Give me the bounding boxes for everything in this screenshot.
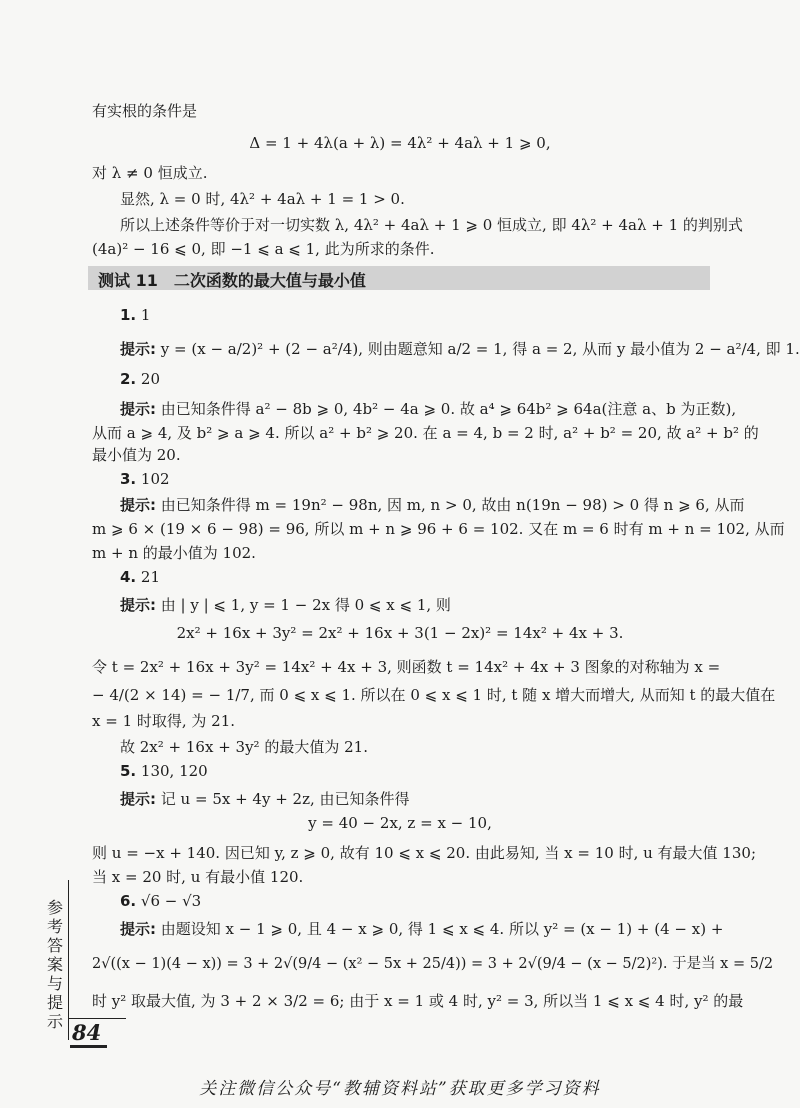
answer-value: 21 xyxy=(140,568,161,586)
hint-label: 提示: xyxy=(120,496,156,514)
text-line: 当 x = 20 时, u 有最小值 120. xyxy=(92,868,304,886)
page-number-rule xyxy=(68,1018,126,1019)
text-line: 显然, λ = 0 时, 4λ² + 4aλ + 1 = 1 > 0. xyxy=(120,190,405,208)
hint-label: 提示: xyxy=(120,400,156,418)
text-line: x = 1 时取得, 为 21. xyxy=(92,712,236,730)
text-line: (4a)² − 16 ⩽ 0, 即 −1 ⩽ a ⩽ 1, 此为所求的条件. xyxy=(92,240,435,258)
answer-item xyxy=(120,892,201,910)
equation: 2x² + 16x + 3y² = 2x² + 16x + 3(1 − 2x)² = 14x² + 4x + 3. xyxy=(176,624,624,642)
text-line: 最小值为 20. xyxy=(92,446,181,464)
equation: y = 40 − 2x, z = x − 10, xyxy=(308,814,492,832)
text-line: m + n 的最小值为 102. xyxy=(92,544,256,562)
hint-text: 由已知条件得 m = 19n² − 98n, 因 m, n > 0, 故由 n(19n − 98) > 0 得 n ⩾ 6, 从而 xyxy=(160,496,745,514)
text-line: 对 λ ≠ 0 恒成立. xyxy=(92,164,208,182)
hint-text: 由题设知 x − 1 ⩾ 0, 且 4 − x ⩾ 0, 得 1 ⩽ x ⩽ 4. 所以 y² = (x − 1) + (4 − x) + xyxy=(160,920,724,938)
text-line: 从而 a ⩾ 4, 及 b² ⩾ a ⩾ 4. 所以 a² + b² ⩾ 20. 在 a = 4, b = 2 时, a² + b² = 20, 故 a² + b² 的 xyxy=(92,424,759,442)
equation: Δ = 1 + 4λ(a + λ) = 4λ² + 4aλ + 1 ⩾ 0, xyxy=(249,134,551,152)
hint-label: 提示: xyxy=(120,596,156,614)
answer-item xyxy=(120,762,208,780)
hint-text: 记 u = 5x + 4y + 2z, 由已知条件得 xyxy=(160,790,410,808)
hint-text: 由已知条件得 a² − 8b ⩾ 0, 4b² − 4a ⩾ 0. 故 a⁴ ⩾ 64b² ⩾ 64a(注意 a、b 为正数), xyxy=(160,400,737,418)
answer-value: √6 − √3 xyxy=(140,892,202,910)
answer-item xyxy=(120,370,160,388)
text-line: − 4/(2 × 14) = − 1/7, 而 0 ⩽ x ⩽ 1. 所以在 0 ⩽ x ⩽ 1 时, t 随 x 增大而增大, 从而知 t 的最大值在 xyxy=(92,686,776,704)
answer-item xyxy=(120,568,160,586)
hint-line xyxy=(120,918,723,939)
answer-value: 20 xyxy=(140,370,161,388)
page-number: 84 xyxy=(70,1020,107,1048)
text-line: 令 t = 2x² + 16x + 3y² = 14x² + 4x + 3, 则函数 t = 14x² + 4x + 3 图象的对称轴为 x = xyxy=(92,658,721,676)
question-number: 2. xyxy=(120,370,137,388)
answer-item xyxy=(120,306,150,324)
hint-text: 由 | y | ⩽ 1, y = 1 − 2x 得 0 ⩽ x ⩽ 1, 则 xyxy=(160,596,451,614)
footer-watermark: 关注微信公众号“教辅资料站”获取更多学习资料 xyxy=(199,1079,601,1099)
answer-value: 1 xyxy=(140,306,151,324)
hint-label: 提示: xyxy=(120,920,156,938)
text-line: 时 y² 取最大值, 为 3 + 2 × 3/2 = 6; 由于 x = 1 或 4 时, y² = 3, 所以当 1 ⩽ x ⩽ 4 时, y² 的最 xyxy=(92,992,744,1010)
text-line: 有实根的条件是 xyxy=(92,102,198,120)
section-title: 测试 11 二次函数的最大值与最小值 xyxy=(98,271,366,290)
question-number: 3. xyxy=(120,470,137,488)
hint-line xyxy=(120,338,800,359)
side-rule xyxy=(68,880,69,1040)
text-line: 2√((x − 1)(4 − x)) = 3 + 2√(9/4 − (x² − 5x + 25/4)) = 3 + 2√(9/4 − (x − 5/2)²). 于是当 x = 5/2 xyxy=(92,956,774,972)
hint-line xyxy=(120,398,736,419)
hint-text: y = (x − a/2)² + (2 − a²/4), 则由题意知 a/2 = 1, 得 a = 2, 从而 y 最小值为 2 − a²/4, 即 1. xyxy=(160,340,800,358)
text-line: m ⩾ 6 × (19 × 6 − 98) = 96, 所以 m + n ⩾ 96 + 6 = 102. 又在 m = 6 时有 m + n = 102, 从而 xyxy=(92,520,785,538)
hint-line xyxy=(120,494,745,515)
hint-label: 提示: xyxy=(120,340,156,358)
answer-value: 130, 120 xyxy=(140,762,208,780)
text-line: 则 u = −x + 140. 因已知 y, z ⩾ 0, 故有 10 ⩽ x ⩽ 20. 由此易知, 当 x = 10 时, u 有最大值 130; xyxy=(92,844,756,862)
side-label: 参考答案与提示 xyxy=(46,898,63,1031)
hint-line xyxy=(120,788,410,809)
question-number: 4. xyxy=(120,568,137,586)
text-line: 所以上述条件等价于对一切实数 λ, 4λ² + 4aλ + 1 ⩾ 0 恒成立, 即 4λ² + 4aλ + 1 的判别式 xyxy=(120,216,743,234)
hint-label: 提示: xyxy=(120,790,156,808)
question-number: 5. xyxy=(120,762,137,780)
hint-line xyxy=(120,594,451,615)
answer-value: 102 xyxy=(140,470,170,488)
text-line: 故 2x² + 16x + 3y² 的最大值为 21. xyxy=(120,738,368,756)
answer-item xyxy=(120,470,170,488)
question-number: 1. xyxy=(120,306,137,324)
question-number: 6. xyxy=(120,892,137,910)
